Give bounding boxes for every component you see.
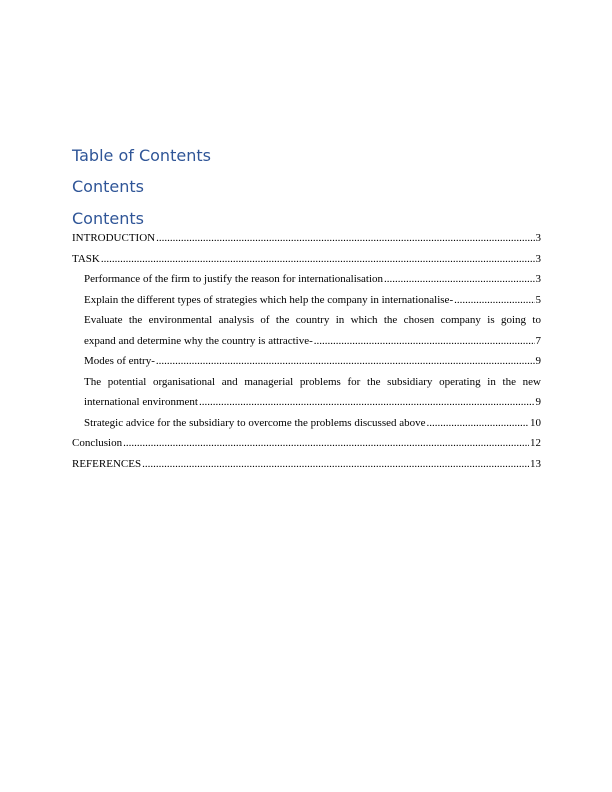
toc-entry-modes[interactable]: [72, 351, 541, 372]
toc-entry-performance[interactable]: [72, 269, 541, 290]
toc-entry-environmental[interactable]: [72, 310, 541, 351]
dot-leader: [384, 269, 534, 290]
dot-leader: [156, 351, 535, 372]
table-of-contents: [72, 228, 541, 474]
contents-heading-2: Contents: [72, 209, 144, 228]
toc-entry-title-line1: Evaluate the environmental analysis of the country in which the chosen company is going to: [84, 314, 541, 326]
toc-entry-title: Conclusion: [72, 437, 123, 449]
toc-entry-references[interactable]: [72, 454, 541, 475]
dot-leader: [454, 290, 534, 311]
toc-entry-task[interactable]: [72, 249, 541, 270]
toc-entry-title: Performance of the firm to justify the reason for internationalisation: [84, 273, 384, 285]
toc-entry-title: REFERENCES: [72, 457, 142, 470]
toc-entry-strategies[interactable]: [72, 290, 541, 311]
toc-page-number: 13: [530, 457, 541, 470]
dot-leader: [156, 228, 534, 249]
toc-entry-problems[interactable]: [72, 372, 541, 413]
toc-page-number: 12: [530, 437, 541, 449]
dot-leader: [123, 433, 529, 454]
dot-leader: [142, 454, 529, 475]
toc-page-number: 3: [535, 273, 541, 285]
contents-heading: Contents: [72, 177, 144, 196]
toc-page-number: 5: [535, 293, 541, 306]
toc-entry-introduction[interactable]: [72, 228, 541, 249]
dot-leader: [427, 413, 529, 434]
toc-entry-title-line2: international environment: [84, 396, 198, 408]
toc-page-number: 3: [535, 232, 541, 244]
toc-page-number: 10: [530, 416, 541, 429]
toc-entry-conclusion[interactable]: [72, 433, 541, 454]
toc-entry-continuation: [84, 392, 541, 413]
toc-page-number: 9: [535, 396, 541, 408]
toc-entry-advice[interactable]: [72, 413, 541, 434]
toc-entry-title: INTRODUCTION: [72, 232, 156, 244]
dot-leader: [314, 331, 535, 352]
toc-entry-title: TASK: [72, 252, 100, 265]
toc-entry-title-line1: The potential organisational and managerial problems for the subsidiary operating in the new: [84, 375, 541, 388]
toc-entry-title: Modes of entry-: [84, 355, 155, 367]
toc-entry-title-line2: expand and determine why the country is attractive-: [84, 334, 313, 347]
dot-leader: [101, 249, 535, 270]
toc-page-number: 7: [535, 334, 541, 347]
toc-entry-title: Strategic advice for the subsidiary to overcome the problems discussed above: [84, 416, 426, 429]
toc-entry-title: Explain the different types of strategies which help the company in internationalise-: [84, 293, 454, 306]
toc-page-number: 9: [535, 355, 541, 367]
toc-entry-continuation: [84, 331, 541, 352]
toc-heading: Table of Contents: [72, 146, 211, 165]
toc-page-number: 3: [535, 252, 541, 265]
dot-leader: [199, 392, 535, 413]
